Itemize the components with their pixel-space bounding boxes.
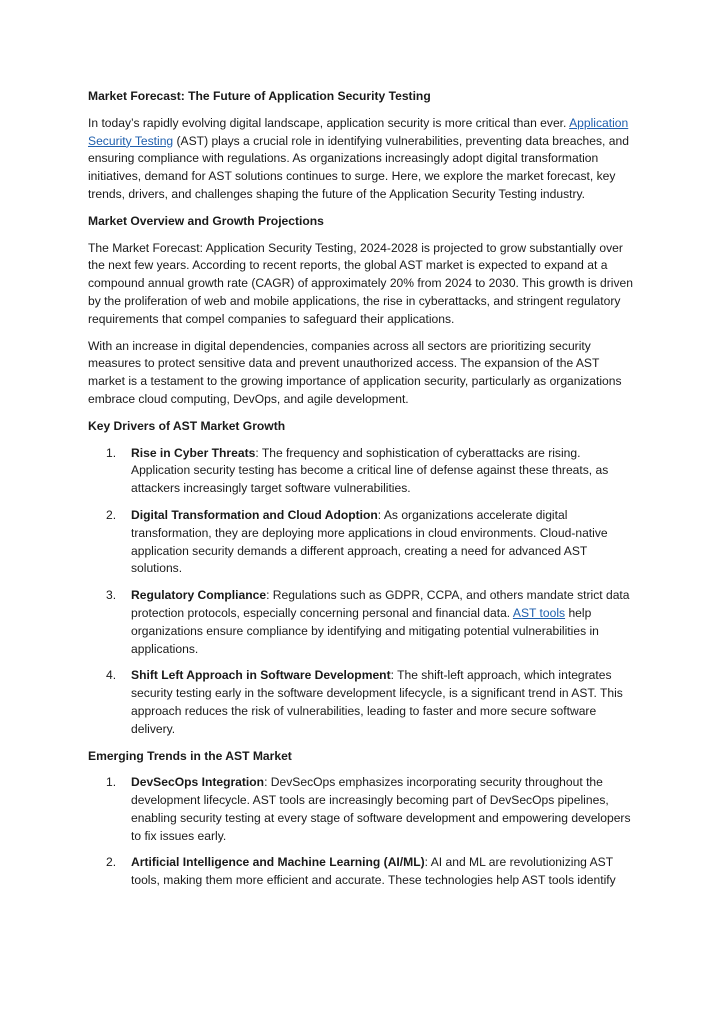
list-item-text-end: help organizations ensure compliance by identifying and mitigating potential vulnerabilities in applications. — [131, 605, 599, 656]
list-item-term: DevSecOps Integration — [131, 775, 265, 790]
list-item-text: : AI and ML are revolutionizing AST tools, making them more efficient and accurate. These technologies help AST tools identify — [131, 855, 616, 888]
intro-text-end: (AST) plays a crucial role in identifying vulnerabilities, preventing data breaches, and ensuring compliance with regulations. As organizations increasingly adopt digital transformation initiatives, demand for AST solutions continues to surge. Here, we explore the market forecast, key trends, drivers, and challenges shaping the future of the Application Security Testing industry. — [88, 133, 629, 201]
list-item — [88, 667, 638, 738]
trends-heading: Emerging Trends in the AST Market — [88, 748, 292, 763]
overview-paragraph-1: The Market Forecast: Application Security Testing, 2024-2028 is projected to grow substantially over the next few years. According to recent reports, the global AST market is expected to expand at a compound annual growth rate (CAGR) of approximately 20% from 2024 to 2030. This growth is driven by the proliferation of web and mobile applications, the rise in cyberattacks, and stringent regulatory requirements that compel companies to safeguard their applications. — [88, 240, 633, 326]
list-item — [88, 854, 638, 890]
list-item-term: Regulatory Compliance — [131, 588, 267, 603]
trends-list — [88, 774, 638, 890]
drivers-heading: Key Drivers of AST Market Growth — [88, 418, 286, 433]
list-item-term: Rise in Cyber Threats — [131, 445, 256, 460]
drivers-list — [88, 445, 638, 739]
list-item-text: : The shift-left approach, which integrates security testing early in the software development lifecycle, is a significant trend in AST. This approach reduces the risk of vulnerabilities, leading to faster and more secure software delivery. — [131, 668, 623, 736]
list-item — [88, 445, 638, 498]
document-body — [88, 88, 638, 899]
list-number: 1. — [106, 445, 117, 460]
list-number: 3. — [106, 588, 117, 603]
intro-text-start: In today’s rapidly evolving digital landscape, application security is more critical than ever. — [88, 115, 570, 130]
list-item-term: Shift Left Approach in Software Development — [131, 668, 391, 683]
list-item-text: : Regulations such as GDPR, CCPA, and others mandate strict data protection protocols, especially concerning personal and financial data. — [131, 588, 630, 620]
list-item-term: Artificial Intelligence and Machine Learning (AI/ML) — [131, 855, 425, 870]
ast-tools-link[interactable]: AST tools — [512, 605, 566, 620]
list-number: 2. — [106, 507, 117, 522]
list-item-text: : DevSecOps emphasizes incorporating security throughout the development lifecycle. AST tools are increasingly becoming part of DevSecOps pipelines, enabling security testing at every stage of software development and empowering developers to fix issues early. — [131, 775, 631, 843]
overview-paragraph-2: With an increase in digital dependencies, companies across all sectors are prioritizing security measures to protect sensitive data and prevent unauthorized access. The expansion of the AST market is a testament to the growing importance of application security, particularly as organizations embrace cloud computing, DevOps, and agile development. — [88, 338, 622, 406]
list-item-text: : As organizations accelerate digital transformation, they are deploying more applications in cloud environments. Cloud-native application security demands a different approach, creating a need for advanced AST solutions. — [131, 507, 608, 576]
list-number: 2. — [106, 855, 117, 870]
list-item — [88, 587, 638, 658]
list-item-text: : The frequency and sophistication of cyberattacks are rising. Application security testing has become a critical line of defense against these threats, as attackers increasingly target software vulnerabilities. — [131, 445, 609, 496]
application-security-testing-link[interactable]: Application Security Testing — [88, 115, 629, 148]
list-item-term: Digital Transformation and Cloud Adoption — [131, 507, 378, 522]
list-item — [88, 774, 638, 845]
list-number: 1. — [106, 775, 117, 790]
intro-paragraph — [88, 115, 638, 204]
list-number: 4. — [106, 668, 117, 683]
overview-heading: Market Overview and Growth Projections — [88, 213, 324, 228]
list-item — [88, 507, 638, 578]
page-title: Market Forecast: The Future of Application Security Testing — [88, 89, 431, 103]
